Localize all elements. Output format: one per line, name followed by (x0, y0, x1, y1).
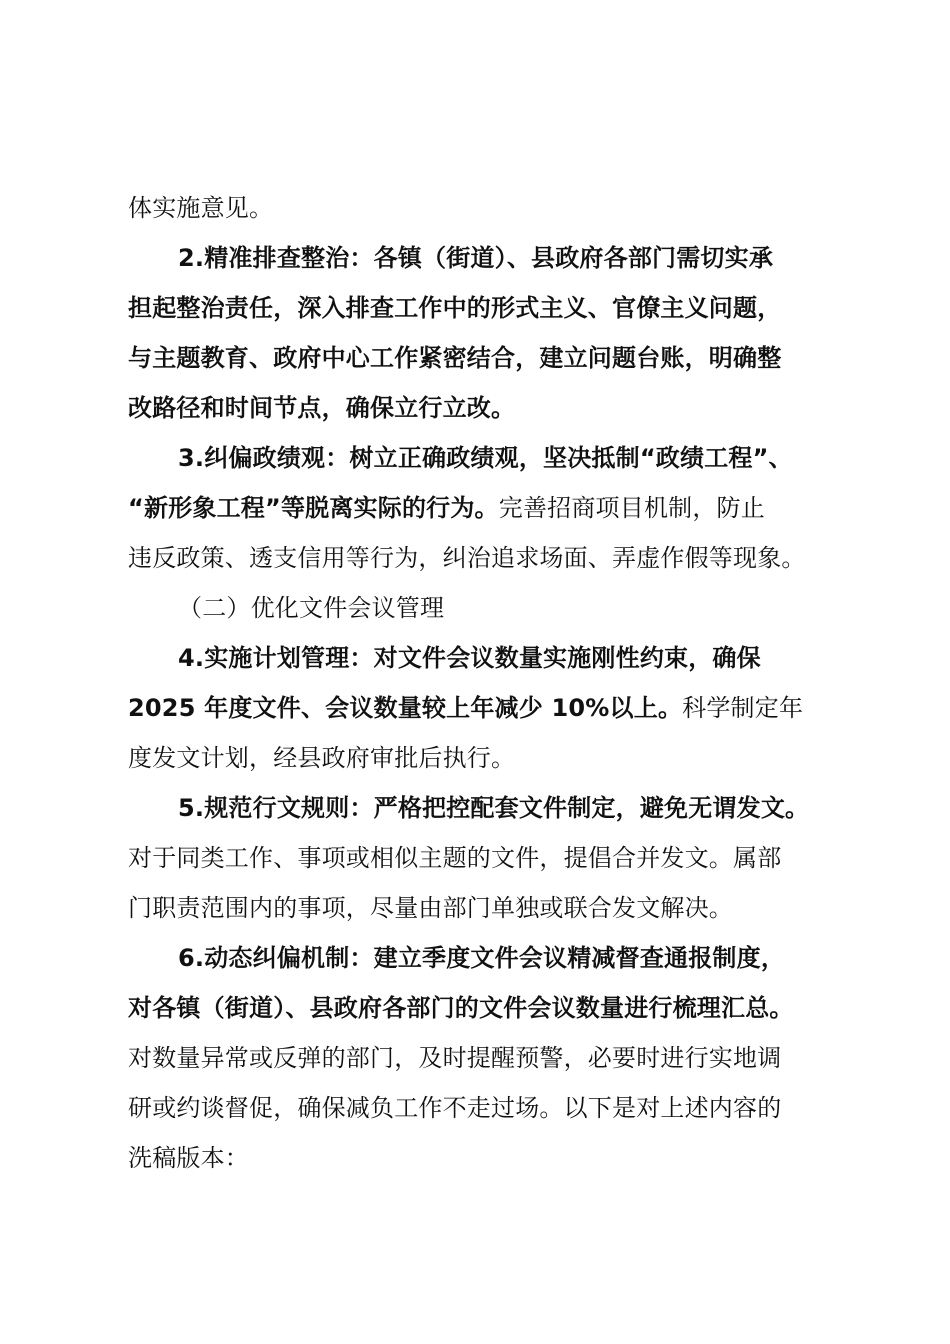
text-line (128, 233, 840, 283)
text-run: 研或约谈督促，确保减负工作不走过场。以下是对上述内容的 (128, 1094, 782, 1122)
text-line (128, 1083, 840, 1133)
text-run: 担起整治责任，深入排查工作中的形式主义、官僚主义问题， (128, 294, 782, 322)
text-run: 对各镇（街道）、县政府各部门的文件会议数量进行梳理汇总。 (128, 994, 794, 1022)
text-run: 对数量异常或反弹的部门，及时提醒预警，必要时进行实地调 (128, 1044, 782, 1072)
text-line (128, 933, 840, 983)
text-run: 洗稿版本： (128, 1144, 249, 1172)
text-run: 6.动态纠偏机制：建立季度文件会议精减督查通报制度， (178, 944, 786, 972)
text-run: 与主题教育、政府中心工作紧密结合，建立问题台账，明确整 (128, 344, 782, 372)
section-heading (128, 583, 840, 633)
text-run: 完善招商项目机制，防止 (498, 494, 765, 522)
text-line (128, 1133, 840, 1183)
text-run: “新形象工程”等脱离实际的行为。 (128, 494, 499, 522)
document-body (128, 183, 840, 1183)
text-line (128, 383, 840, 433)
text-line (128, 733, 840, 783)
text-run: 违反政策、透支信用等行为，纠治追求场面、弄虚作假等现象。 (128, 544, 806, 572)
text-run: 3.纠偏政绩观：树立正确政绩观，坚决抵制“政绩工程”、 (178, 444, 793, 472)
text-run: 2.精准排查整治：各镇（街道）、县政府各部门需切实承 (178, 244, 774, 272)
text-line (128, 533, 840, 583)
text-run: （二）优化文件会议管理 (178, 594, 445, 622)
text-line (128, 483, 840, 533)
text-run: 5.规范行文规则：严格把控配套文件制定，避免无谓发文。 (178, 794, 810, 822)
text-run: 改路径和时间节点，确保立行立改。 (128, 394, 516, 422)
text-line (128, 433, 840, 483)
text-run: 门职责范围内的事项，尽量由部门单独或联合发文解决。 (128, 894, 733, 922)
text-run: 4.实施计划管理：对文件会议数量实施刚性约束，确保 (178, 644, 761, 672)
text-run: 2025 年度文件、会议数量较上年减少 10%以上。 (128, 694, 683, 722)
text-line (128, 983, 840, 1033)
text-run: 对于同类工作、事项或相似主题的文件，提倡合并发文。属部 (128, 844, 782, 872)
text-line (128, 1033, 840, 1083)
text-line (128, 283, 840, 333)
text-line (128, 883, 840, 933)
text-run: 体实施意见。 (128, 194, 274, 222)
text-line (128, 183, 840, 233)
text-line (128, 683, 840, 733)
text-run: 科学制定年 (682, 694, 804, 722)
text-line (128, 783, 840, 833)
text-line (128, 833, 840, 883)
text-run: 度发文计划，经县政府审批后执行。 (128, 744, 516, 772)
text-line (128, 633, 840, 683)
text-line (128, 333, 840, 383)
